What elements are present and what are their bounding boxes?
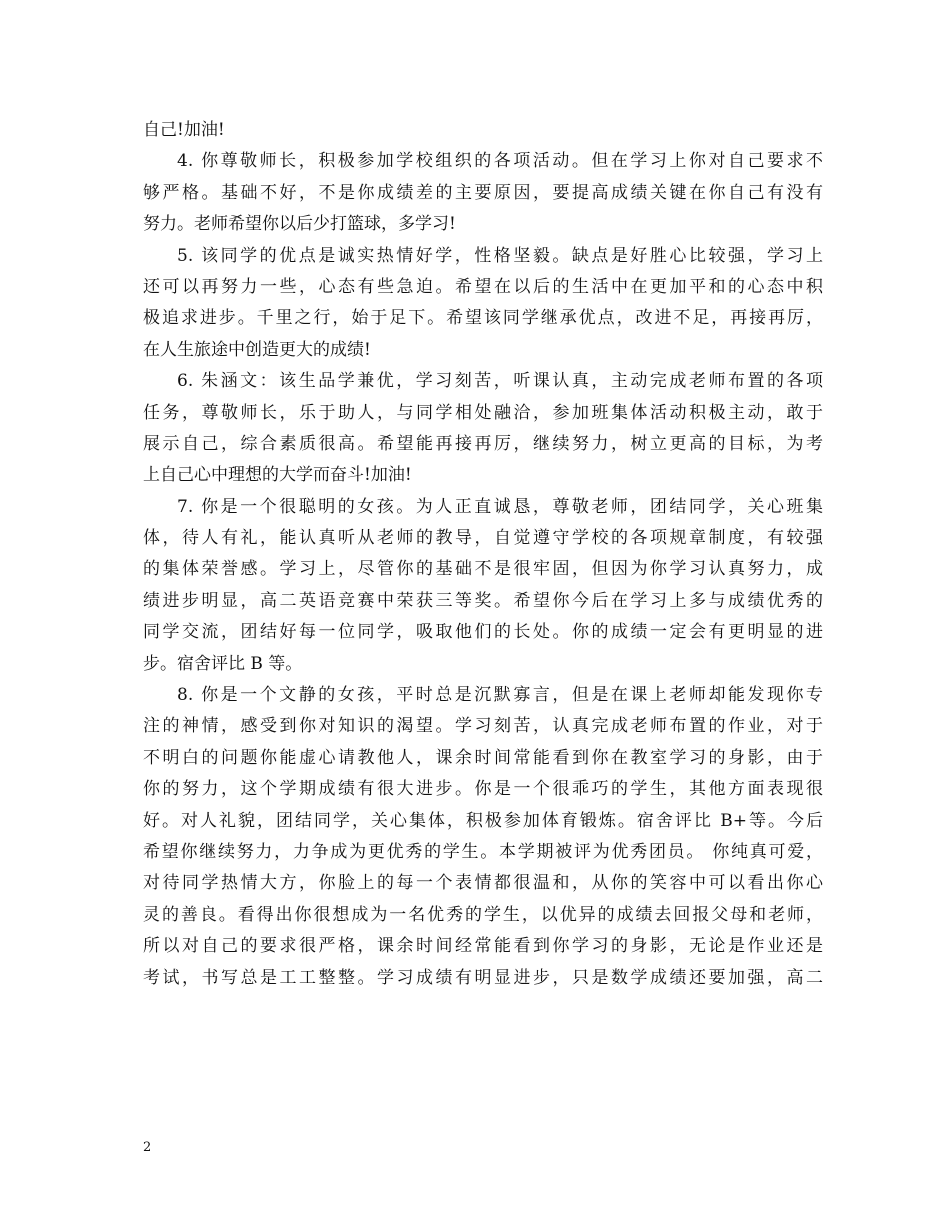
text-line: 够严格。基础不好，不是你成绩差的主要原因，要提高成绩关键在你自己有没有 (143, 182, 823, 203)
page-number: 2 (143, 1140, 152, 1155)
text-line: 8. 你是一个文静的女孩，平时总是沉默寡言，但是在课上老师却能发现你专 (177, 685, 823, 706)
text-line: 5. 该同学的优点是诚实热情好学，性格坚毅。缺点是好胜心比较强，学习上 (177, 245, 823, 266)
text-line: 6. 朱涵文：该生品学兼优，学习刻苦，听课认真，主动完成老师布置的各项 (177, 371, 823, 392)
text-line: 7. 你是一个很聪明的女孩。为人正直诚恳，尊敬老师，团结同学，关心班集 (177, 496, 823, 517)
text-line: 展示自己，综合素质很高。希望能再接再厉，继续努力，树立更高的目标，为考 (143, 433, 823, 454)
text-line: 考试，书写总是工工整整。学习成绩有明显进步，只是数学成绩还要加强，高二 (143, 967, 823, 988)
text-line: 的集体荣誉感。学习上，尽管你的基础不是很牢固，但因为你学习认真努力，成 (143, 559, 823, 580)
text-line: 极追求进步。千里之行，始于足下。希望该同学继承优点，改进不足，再接再厉， (143, 308, 823, 329)
body-text (143, 115, 823, 994)
text-line: 努力。老师希望你以后少打篮球，多学习! (143, 214, 456, 235)
text-line: 自己!加油! (143, 120, 225, 140)
text-line: 同学交流，团结好每一位同学，吸取他们的长处。你的成绩一定会有更明显的进 (143, 622, 823, 643)
text-line: 还可以再努力一些，心态有些急迫。希望在以后的生活中在更加平和的心态中积 (143, 276, 823, 297)
text-line: 4. 你尊敬师长，积极参加学校组织的各项活动。但在学习上你对自己要求不 (177, 151, 823, 172)
text-line: 注的神情，感受到你对知识的渴望。学习刻苦，认真完成老师布置的作业，对于 (143, 716, 823, 737)
text-line: 对待同学热情大方，你脸上的每一个表情都很温和，从你的笑容中可以看出你心 (143, 873, 823, 894)
text-line: 绩进步明显，高二英语竞赛中荣获三等奖。希望你今后在学习上多与成绩优秀的 (143, 590, 823, 611)
text-line: 灵的善良。看得出你很想成为一名优秀的学生，以优异的成绩去回报父母和老师， (143, 904, 823, 925)
text-line: 好。对人礼貌，团结同学，关心集体，积极参加体育锻炼。宿舍评比 B+等。今后 (143, 810, 823, 831)
text-line: 希望你继续努力，力争成为更优秀的学生。本学期被评为优秀团员。 你纯真可爱， (143, 841, 823, 862)
text-line: 任务，尊敬师长，乐于助人，与同学相处融洽，参加班集体活动积极主动，敢于 (143, 402, 823, 423)
text-line: 步。宿舍评比 B 等。 (143, 653, 303, 674)
text-line: 体，待人有礼，能认真听从老师的教导，自觉遵守学校的各项规章制度，有较强 (143, 528, 823, 549)
text-line: 你的努力，这个学期成绩有很大进步。你是一个很乖巧的学生，其他方面表现很 (143, 779, 823, 800)
text-line: 所以对自己的要求很严格，课余时间经常能看到你学习的身影，无论是作业还是 (143, 936, 823, 957)
text-line: 上自己心中理想的大学而奋斗!加油! (143, 465, 412, 486)
text-line: 在人生旅途中创造更大的成绩! (143, 339, 371, 360)
text-line: 不明白的问题你能虚心请教他人，课余时间常能看到你在教室学习的身影，由于 (143, 747, 823, 768)
